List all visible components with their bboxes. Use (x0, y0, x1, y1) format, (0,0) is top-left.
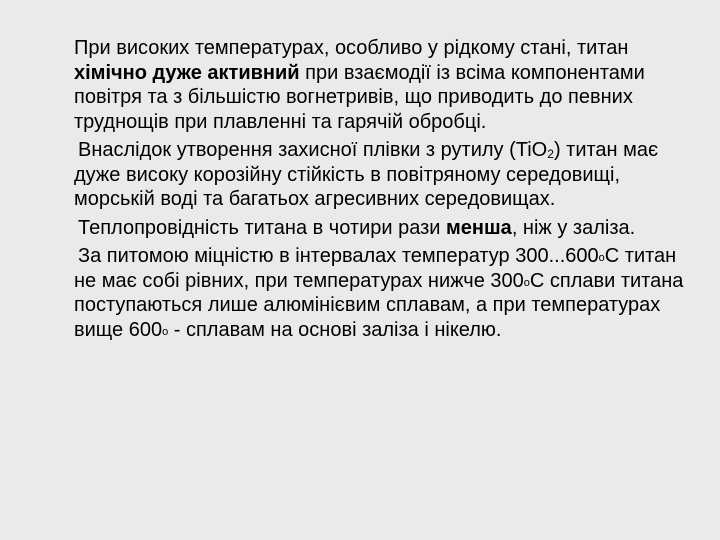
text-body (74, 36, 684, 346)
reactivity-text-start: При високих температурах, особливо у рідкому стані, титан (74, 37, 629, 59)
paragraph-corrosion (74, 138, 684, 212)
oxide-subscript: 2 (547, 147, 554, 161)
degree-mark-1: о (598, 252, 605, 264)
paragraph-strength (74, 244, 684, 342)
degree-mark-3: о (162, 325, 169, 338)
corrosion-text-start: Внаслідок утворення захисної плівки з рутилу (TiO (78, 139, 548, 161)
reactivity-text-end: при взаємодії із всіма компонентами повітря та з більшістю вогнетривів, що приводить до певних труднощів при плавленні та гарячій обробці. (74, 61, 645, 133)
degree-mark-2: о (523, 276, 530, 289)
strength-text-4: - сплавам на основі заліза і нікелю. (168, 318, 502, 341)
conductivity-text-start: Теплопровідність титана в чотири рази (78, 216, 447, 239)
paragraph-conductivity (74, 216, 684, 241)
conductivity-text-end: , ніж у заліза. (511, 216, 636, 239)
paragraph-reactivity (74, 36, 684, 134)
strength-text-3: С сплави титана поступаються лише алюмінієвим сплавам, а при температурах вище 600 (74, 269, 684, 341)
strength-text-1: За питомою міцністю в інтервалах температур 300...600 (78, 245, 599, 267)
reactivity-emphasis: хімічно дуже активний (74, 61, 300, 84)
strength-text-2: С титан не має собі рівних, при температурах нижче 300 (74, 245, 677, 292)
conductivity-emphasis: менша (446, 216, 512, 239)
corrosion-text-end: ) титан має дуже високу корозійну стійкість в повітряному середовищі, морській воді та багатьох агресивних середовищах. (74, 139, 659, 210)
